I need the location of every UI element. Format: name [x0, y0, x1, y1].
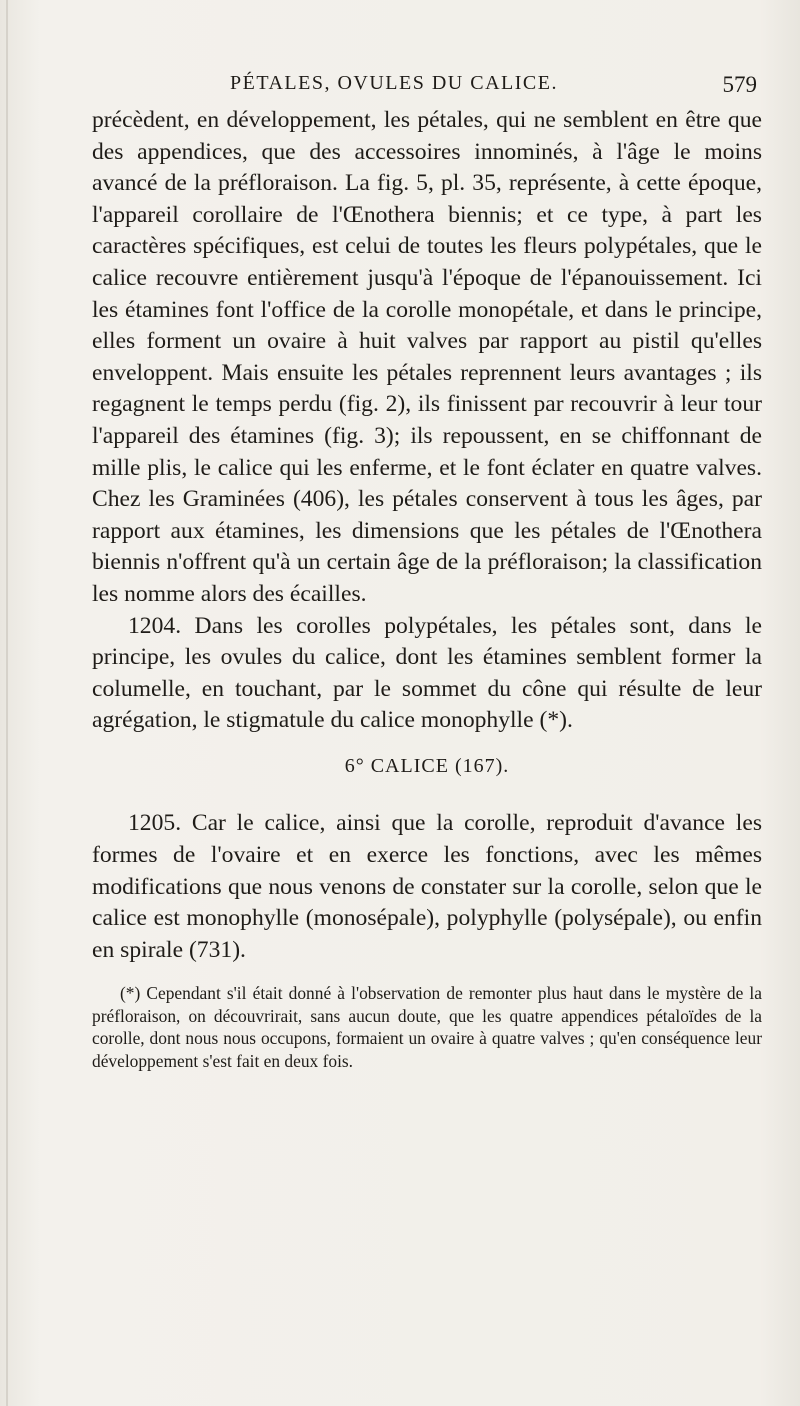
paragraph-1205: 1205. Car le calice, ainsi que la corolle, reproduit d'avance les formes de l'ovaire et en exerce les fonctions, avec les mêmes modifications que nous venons de constater sur la corolle, selon que le calice est monophylle (monosépale), polyphylle (polysépale), ou enfin en spirale (731). — [92, 810, 762, 963]
page-edge — [6, 0, 8, 1406]
running-head: PÉTALES, OVULES DU CALICE. — [230, 72, 558, 94]
section-heading — [92, 751, 762, 783]
page-header — [92, 72, 757, 108]
section-title: CALICE — [370, 754, 449, 777]
page-number: 579 — [722, 72, 757, 97]
paragraph-1204: 1204. Dans les corolles polypétales, les pétales sont, dans le principe, les ovules du calice, dont les étamines semblent former la columelle, en touchant, par le sommet du cône qui résulte de leur agrégation, le stigmatule du calice monophylle (*). — [92, 612, 762, 734]
paragraph-continued: précèdent, en développement, les pétales, qui ne semblent en être que des appendices, que des accessoires innominés, à l'âge le moins avancé de la préfloraison. La fig. 5, pl. 35, représente, à cette époque, l'appareil corollaire de l'Œnothera biennis; et ce type, à part les caractères spécifiques, est celui de toutes les fleurs polypétales, que le calice recouvre entièrement jusqu'à l'époque de l'épanouissement. Ici les étamines font l'office de la corolle monopétale, et dans le principe, elles forment un ovaire à huit valves par rapport au pistil qu'elles enveloppent. Mais ensuite les pétales reprennent leurs avantages ; ils regagnent le temps perdu (fig. 2), ils finissent par recouvrir à leur tour l'appareil des étamines (fig. 3); ils repoussent, en se chiffonnant de mille plis, le calice qui les enferme, et le font éclater en quatre valves. Chez les Graminées (406), les pétales conservent à tous les âges, par rapport aux étamines, les dimensions que les pétales de l'Œnothera biennis n'offrent qu'à un certain âge de la préfloraison; la classification les nomme alors des écailles. — [92, 107, 762, 607]
footnote: (*) Cependant s'il était donné à l'observation de remonter plus haut dans le mystère de la préfloraison, on découvrirait, sans aucun doute, que les quatre appendices pétaloïdes de la corolle, dont nous nous occupons, formaient un ovaire à quatre valves ; qu'en conséquence leur développement s'est fait en deux fois. — [92, 983, 762, 1071]
section-ref: (167). — [454, 754, 510, 777]
body-text — [92, 105, 762, 1072]
section-number: 6° — [344, 754, 365, 777]
